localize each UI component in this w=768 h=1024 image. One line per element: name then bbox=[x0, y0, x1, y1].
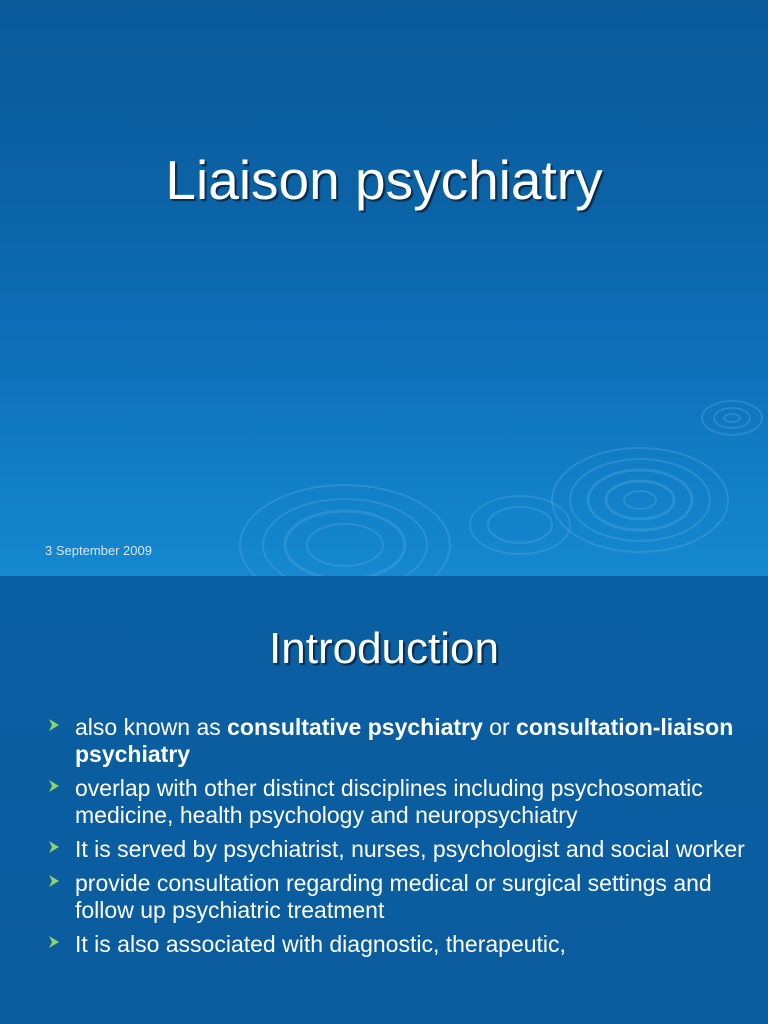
bullet-text: It is served by psychiatrist, nurses, psychologist and social worker bbox=[75, 836, 745, 862]
bullet-item bbox=[45, 775, 745, 829]
bullet-item bbox=[45, 836, 745, 863]
bullet-text: It is also associated with diagnostic, therapeutic, bbox=[75, 931, 566, 957]
arrow-bullet-icon bbox=[47, 874, 61, 888]
slide-title: Introduction bbox=[269, 624, 499, 673]
bullet-item bbox=[45, 931, 745, 958]
bullet-list bbox=[45, 714, 745, 965]
bullet-text: overlap with other distinct disciplines including psychosomatic medicine, health psychology and neuropsychiatry bbox=[75, 775, 703, 828]
bullet-item bbox=[45, 714, 745, 768]
slide-title: Liaison psychiatry bbox=[165, 149, 603, 211]
arrow-bullet-icon bbox=[47, 779, 61, 793]
bullet-text: also known as bbox=[75, 714, 228, 740]
bullet-emphasis-text: consultative psychiatry bbox=[227, 714, 483, 740]
arrow-bullet-icon bbox=[47, 718, 61, 732]
arrow-bullet-icon bbox=[47, 840, 61, 854]
bullet-text: or bbox=[482, 714, 517, 740]
slide-date: 3 September 2009 bbox=[45, 543, 152, 558]
bullet-text: provide consultation regarding medical or surgical settings and follow up psychiatric treatment bbox=[75, 870, 712, 923]
bullet-item bbox=[45, 870, 745, 924]
bullet-emphasis-text: consultation-liaison psychiatry bbox=[75, 714, 734, 767]
introduction-slide bbox=[0, 576, 768, 1024]
arrow-bullet-icon bbox=[47, 935, 61, 949]
